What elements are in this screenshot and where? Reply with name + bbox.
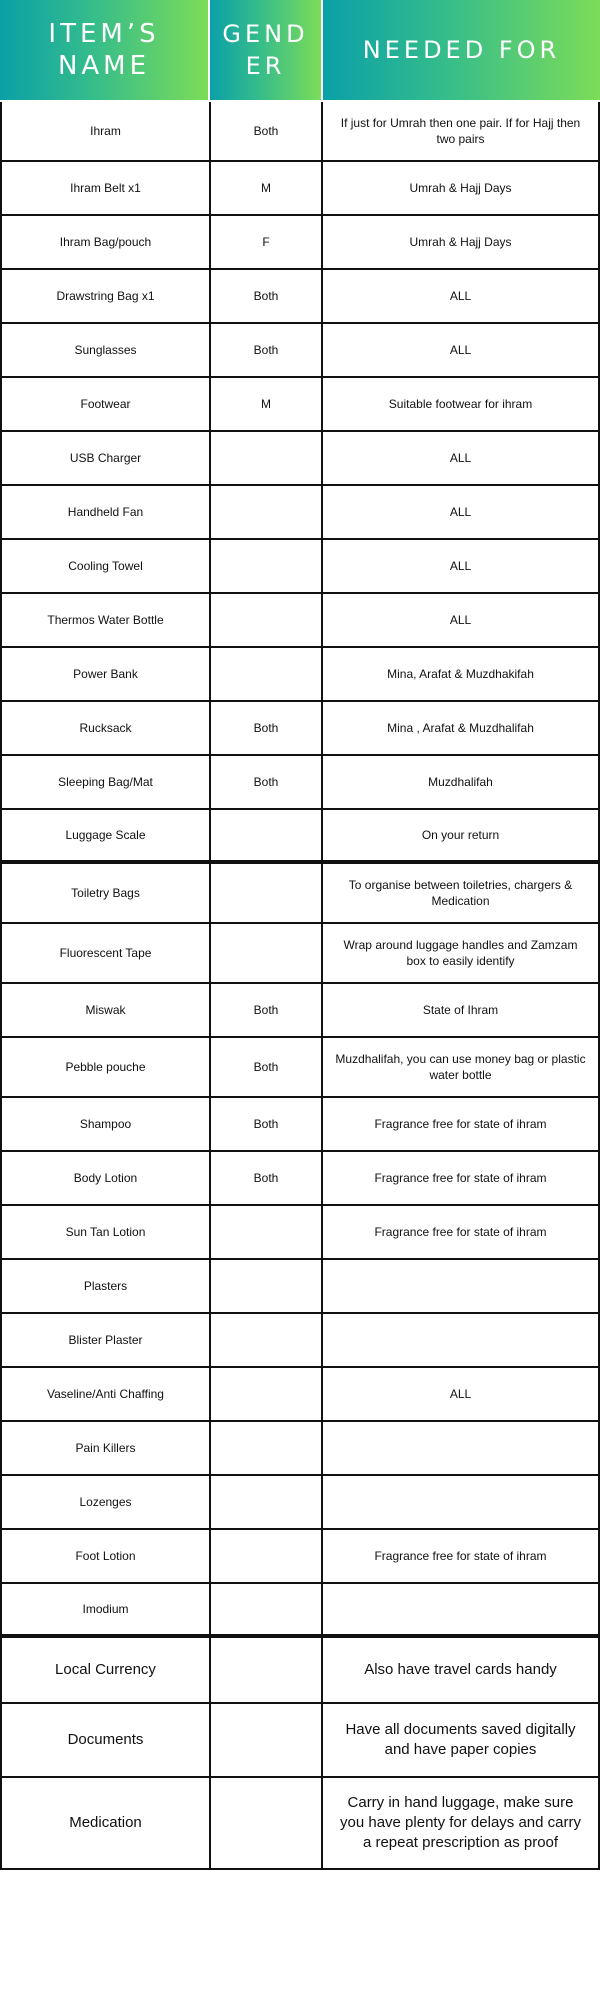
item-name-cell: Handheld Fan xyxy=(0,486,209,538)
item-name-cell: Medication xyxy=(0,1778,209,1868)
item-name-cell: Footwear xyxy=(0,378,209,430)
needed-for-cell: ALL xyxy=(323,486,600,538)
header-needed-for: NEEDED FOR xyxy=(323,0,600,100)
item-name-cell: USB Charger xyxy=(0,432,209,484)
gender-cell xyxy=(209,1314,323,1366)
item-name-cell: Sun Tan Lotion xyxy=(0,1206,209,1258)
table-row xyxy=(0,864,600,924)
item-name-cell: Sunglasses xyxy=(0,324,209,376)
needed-for-cell xyxy=(323,1260,600,1312)
table-row xyxy=(0,1098,600,1152)
gender-cell xyxy=(209,864,323,922)
table-row xyxy=(0,324,600,378)
gender-cell xyxy=(209,432,323,484)
gender-cell xyxy=(209,486,323,538)
gender-cell xyxy=(209,924,323,982)
needed-for-cell xyxy=(323,1584,600,1634)
table-row xyxy=(0,1314,600,1368)
needed-for-cell: Also have travel cards handy xyxy=(323,1638,600,1702)
item-name-cell: Vaseline/Anti Chaffing xyxy=(0,1368,209,1420)
item-name-cell: Pebble pouche xyxy=(0,1038,209,1096)
item-name-cell: Rucksack xyxy=(0,702,209,754)
item-name-cell: Luggage Scale xyxy=(0,810,209,860)
item-name-cell: Ihram xyxy=(0,102,209,160)
gender-cell xyxy=(209,1422,323,1474)
gender-cell xyxy=(209,594,323,646)
item-name-cell: Foot Lotion xyxy=(0,1530,209,1582)
item-name-cell: Lozenges xyxy=(0,1476,209,1528)
gender-cell: Both xyxy=(209,102,323,160)
gender-cell: M xyxy=(209,162,323,214)
item-name-cell: Documents xyxy=(0,1704,209,1776)
item-name-cell: Fluorescent Tape xyxy=(0,924,209,982)
table-row xyxy=(0,432,600,486)
table-row xyxy=(0,1476,600,1530)
gender-cell xyxy=(209,1206,323,1258)
item-name-cell: Ihram Belt x1 xyxy=(0,162,209,214)
table-row xyxy=(0,810,600,864)
needed-for-cell: ALL xyxy=(323,540,600,592)
item-name-cell: Thermos Water Bottle xyxy=(0,594,209,646)
table-row xyxy=(0,486,600,540)
gender-cell: F xyxy=(209,216,323,268)
gender-cell: Both xyxy=(209,1098,323,1150)
table-row xyxy=(0,102,600,162)
needed-for-cell: Wrap around luggage handles and Zamzam box to easily identify xyxy=(323,924,600,982)
needed-for-cell: Fragrance free for state of ihram xyxy=(323,1152,600,1204)
gender-cell xyxy=(209,1476,323,1528)
gender-cell: Both xyxy=(209,984,323,1036)
table-row xyxy=(0,1584,600,1638)
needed-for-cell: To organise between toiletries, chargers & Medication xyxy=(323,864,600,922)
table-row xyxy=(0,1368,600,1422)
needed-for-cell: ALL xyxy=(323,432,600,484)
needed-for-cell: On your return xyxy=(323,810,600,860)
item-name-cell: Ihram Bag/pouch xyxy=(0,216,209,268)
needed-for-cell: ALL xyxy=(323,270,600,322)
needed-for-cell: ALL xyxy=(323,324,600,376)
gender-cell xyxy=(209,1530,323,1582)
needed-for-cell: Fragrance free for state of ihram xyxy=(323,1530,600,1582)
needed-for-cell: Umrah & Hajj Days xyxy=(323,216,600,268)
gender-cell: Both xyxy=(209,1152,323,1204)
table-row xyxy=(0,594,600,648)
gender-cell: M xyxy=(209,378,323,430)
item-name-cell: Drawstring Bag x1 xyxy=(0,270,209,322)
table-row xyxy=(0,1152,600,1206)
table-row xyxy=(0,648,600,702)
table-row xyxy=(0,1778,600,1870)
gender-cell xyxy=(209,1778,323,1868)
gender-cell: Both xyxy=(209,324,323,376)
needed-for-cell xyxy=(323,1476,600,1528)
header-item-name: ITEM’S NAME xyxy=(0,0,208,100)
needed-for-cell: Muzdhalifah xyxy=(323,756,600,808)
gender-cell xyxy=(209,1638,323,1702)
gender-cell: Both xyxy=(209,1038,323,1096)
item-name-cell: Body Lotion xyxy=(0,1152,209,1204)
needed-for-cell xyxy=(323,1314,600,1366)
gender-cell: Both xyxy=(209,270,323,322)
item-name-cell: Local Currency xyxy=(0,1638,209,1702)
item-name-cell: Plasters xyxy=(0,1260,209,1312)
gender-cell xyxy=(209,1368,323,1420)
table-row xyxy=(0,984,600,1038)
item-name-cell: Shampoo xyxy=(0,1098,209,1150)
item-name-cell: Miswak xyxy=(0,984,209,1036)
table-row xyxy=(0,756,600,810)
needed-for-cell xyxy=(323,1422,600,1474)
gender-cell xyxy=(209,810,323,860)
item-name-cell: Sleeping Bag/Mat xyxy=(0,756,209,808)
gender-cell xyxy=(209,648,323,700)
needed-for-cell: ALL xyxy=(323,1368,600,1420)
needed-for-cell: Mina, Arafat & Muzdhakifah xyxy=(323,648,600,700)
needed-for-cell: State of Ihram xyxy=(323,984,600,1036)
gender-cell xyxy=(209,540,323,592)
table-row xyxy=(0,1038,600,1098)
table-row xyxy=(0,270,600,324)
table-row xyxy=(0,924,600,984)
table-row xyxy=(0,162,600,216)
table-row xyxy=(0,1638,600,1704)
needed-for-cell: Mina , Arafat & Muzdhalifah xyxy=(323,702,600,754)
item-name-cell: Pain Killers xyxy=(0,1422,209,1474)
needed-for-cell: Suitable footwear for ihram xyxy=(323,378,600,430)
needed-for-cell: ALL xyxy=(323,594,600,646)
needed-for-cell: If just for Umrah then one pair. If for Hajj then two pairs xyxy=(323,102,600,160)
table-row xyxy=(0,540,600,594)
gender-cell xyxy=(209,1260,323,1312)
needed-for-cell: Fragrance free for state of ihram xyxy=(323,1206,600,1258)
table-row xyxy=(0,1530,600,1584)
table-row xyxy=(0,1704,600,1778)
item-name-cell: Cooling Towel xyxy=(0,540,209,592)
table-row xyxy=(0,1206,600,1260)
table-row xyxy=(0,702,600,756)
table-row xyxy=(0,1260,600,1314)
table-row xyxy=(0,378,600,432)
item-name-cell: Blister Plaster xyxy=(0,1314,209,1366)
gender-cell: Both xyxy=(209,702,323,754)
needed-for-cell: Fragrance free for state of ihram xyxy=(323,1098,600,1150)
gender-cell xyxy=(209,1704,323,1776)
table-row xyxy=(0,1422,600,1476)
item-name-cell: Power Bank xyxy=(0,648,209,700)
gender-cell xyxy=(209,1584,323,1634)
needed-for-cell: Carry in hand luggage, make sure you have plenty for delays and carry a repeat prescription as proof xyxy=(323,1778,600,1868)
item-name-cell: Imodium xyxy=(0,1584,209,1634)
needed-for-cell: Muzdhalifah, you can use money bag or plastic water bottle xyxy=(323,1038,600,1096)
needed-for-cell: Have all documents saved digitally and have paper copies xyxy=(323,1704,600,1776)
header-gender: GEND ER xyxy=(210,0,321,100)
item-name-cell: Toiletry Bags xyxy=(0,864,209,922)
needed-for-cell: Umrah & Hajj Days xyxy=(323,162,600,214)
gender-cell: Both xyxy=(209,756,323,808)
table-row xyxy=(0,216,600,270)
